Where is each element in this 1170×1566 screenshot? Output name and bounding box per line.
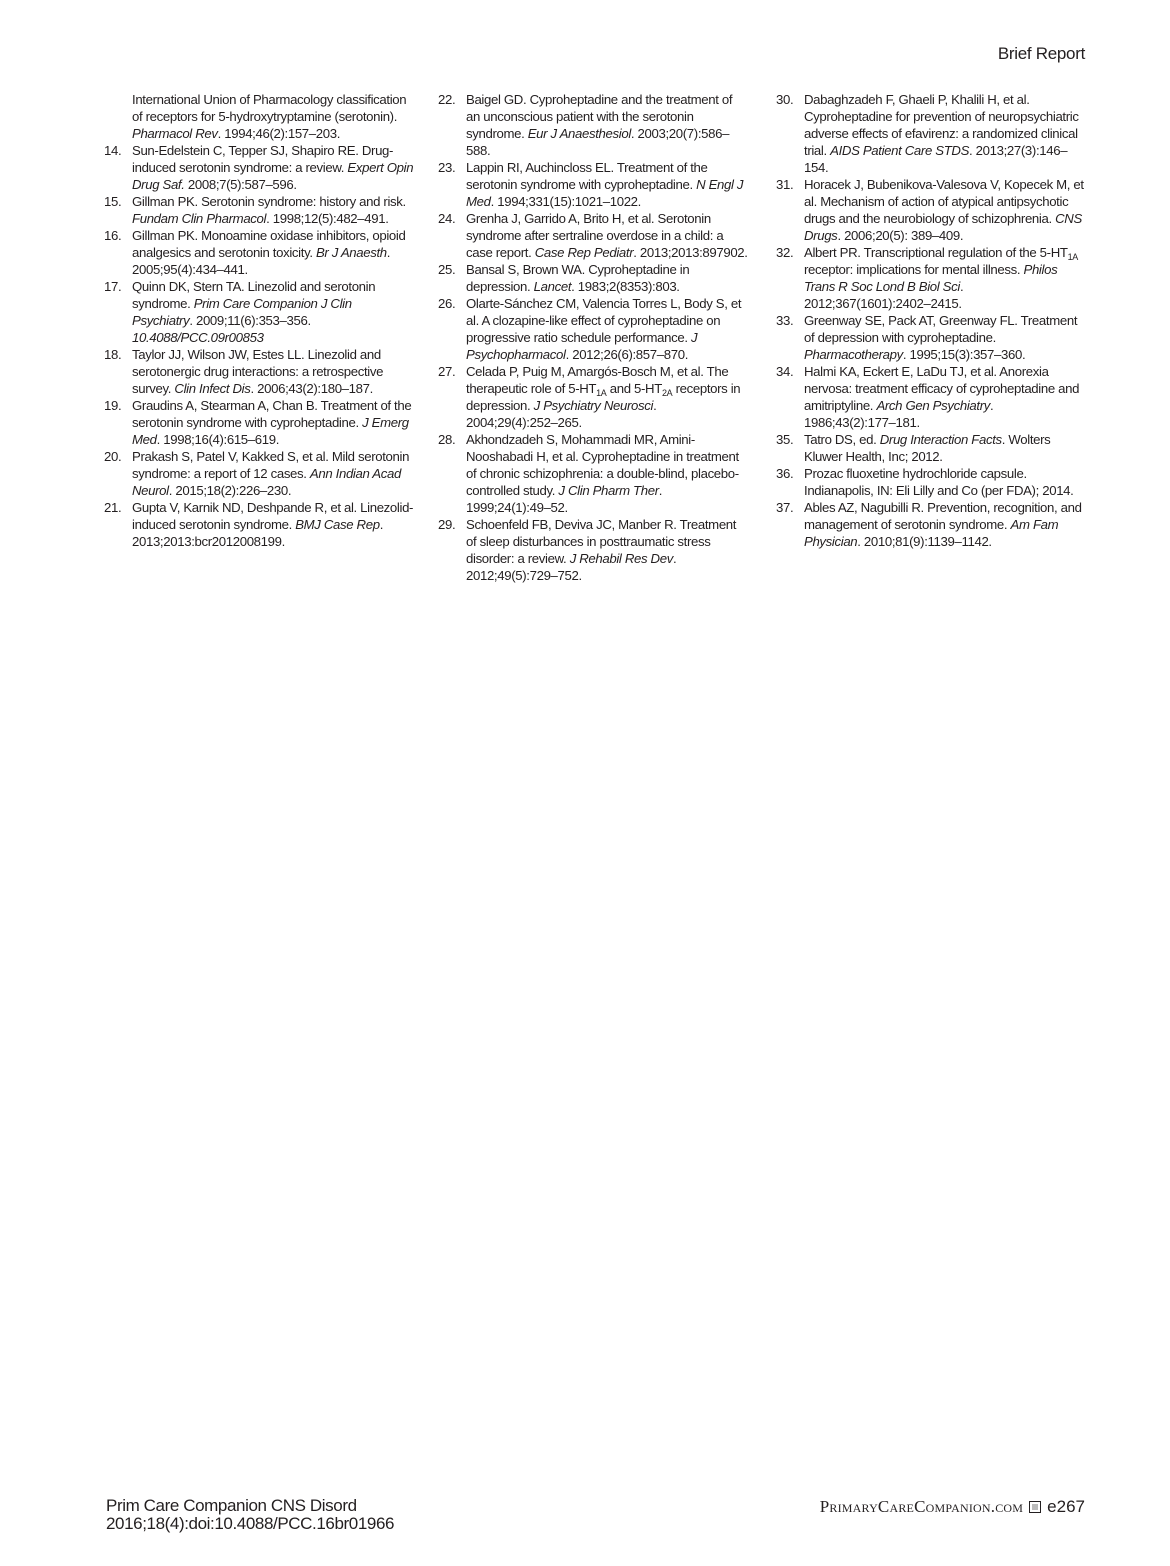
reference-segment: Quinn DK, Stern TA. Linezolid and serotonin syndrome. (132, 279, 376, 311)
reference-segment: . 2015;18(2):226–230. (168, 483, 292, 498)
reference-number: 20. (104, 449, 122, 464)
reference-segment: Albert PR. Transcriptional regulation of the 5-HT (804, 245, 1068, 260)
reference-item (776, 176, 1086, 244)
reference-number: 18. (104, 347, 122, 362)
reference-number: 22. (438, 92, 456, 107)
footer-journal: Prim Care Companion CNS Disord (106, 1496, 357, 1515)
footer-page-info (820, 1497, 1085, 1517)
journal-title: Eur J Anaesthesiol (527, 126, 631, 141)
reference-number: 21. (104, 500, 122, 515)
reference-number: 36. (776, 466, 794, 481)
reference-text (132, 194, 406, 226)
reference-segment: . 1994;331(15):1021–1022. (490, 194, 641, 209)
journal-title: AIDS Patient Care STDS (830, 143, 970, 158)
reference-item (776, 312, 1086, 363)
reference-segment: . 2003;20(7):586–588. (466, 126, 730, 158)
reference-item (104, 227, 414, 278)
reference-item (104, 278, 414, 346)
reference-text (804, 466, 1073, 498)
journal-title: Fundam Clin Pharmacol (132, 211, 267, 226)
reference-segment: Tatro DS, ed. (804, 432, 880, 447)
reference-number: 31. (776, 177, 794, 192)
reference-item (776, 91, 1086, 176)
reference-text (132, 449, 409, 498)
reference-item (438, 516, 748, 584)
references-column-2 (438, 91, 748, 584)
reference-text (466, 211, 748, 260)
subscript: 2A (661, 388, 673, 398)
reference-text (132, 92, 406, 141)
reference-text (804, 245, 1078, 311)
reference-text (804, 313, 1077, 362)
reference-item (776, 499, 1086, 550)
reference-segment: . 1986;43(2):177–181. (804, 398, 994, 430)
reference-text (466, 364, 740, 430)
reference-segment: Bansal S, Brown WA. Cyproheptadine in depression. (466, 262, 690, 294)
reference-text (804, 177, 1084, 243)
journal-title: Case Rep Pediatr (534, 245, 634, 260)
reference-item (438, 261, 748, 295)
reference-segment: Dabaghzadeh F, Ghaeli P, Khalili H, et al. Cyproheptadine for prevention of neuropsychiatric adverse effects of efavirenz: a randomized clinical trial. (804, 92, 1079, 158)
reference-item (438, 159, 748, 210)
reference-number: 19. (104, 398, 122, 413)
reference-segment: Graudins A, Stearman A, Chan B. Treatment of the serotonin syndrome with cyproheptadine. (132, 398, 412, 430)
reference-segment: Grenha J, Garrido A, Brito H, et al. Serotonin syndrome after sertraline overdose in a child: a case report. (466, 211, 724, 260)
reference-segment: . 2006;20(5): 389–409. (837, 228, 964, 243)
square-separator-icon (1029, 1501, 1041, 1513)
reference-segment: Akhondzadeh S, Mohammadi MR, Amini-Nooshabadi H, et al. Cyproheptadine in treatment of chronic schizophrenia: a double-blind, placebo-controlled study. (466, 432, 739, 498)
journal-title: Drug Interaction Facts (879, 432, 1002, 447)
journal-title: 10.4088/PCC.09r00853 (132, 330, 264, 345)
reference-number: 34. (776, 364, 794, 379)
reference-segment: Celada P, Puig M, Amargós-Bosch M, et al. The therapeutic role of 5-HT (466, 364, 729, 396)
reference-item (104, 91, 414, 142)
reference-segment: . 2013;2013:bcr2012008199. (132, 517, 384, 549)
reference-segment: Schoenfeld FB, Deviva JC, Manber R. Treatment of sleep disturbances in posttraumatic stress disorder: a review. (466, 517, 737, 566)
reference-number: 17. (104, 279, 122, 294)
journal-title: J Clin Pharm Ther (558, 483, 659, 498)
reference-number: 35. (776, 432, 794, 447)
reference-item (104, 448, 414, 499)
page-number: e267 (1047, 1497, 1085, 1516)
reference-text (466, 92, 732, 158)
reference-text (804, 92, 1079, 175)
reference-segment: Prakash S, Patel V, Kakked S, et al. Mild serotonin syndrome: a report of 12 cases. (132, 449, 410, 481)
reference-item (104, 142, 414, 193)
footer-citation (106, 1497, 394, 1533)
reference-segment: . 2006;43(2):180–187. (250, 381, 373, 396)
reference-number: 32. (776, 245, 794, 260)
reference-text (466, 262, 689, 294)
reference-text (132, 143, 413, 192)
references-column-1 (104, 91, 414, 550)
reference-segment: Baigel GD. Cyproheptadine and the treatment of an unconscious patient with the serotonin syndrome. (466, 92, 733, 141)
references-column-3 (776, 91, 1086, 550)
reference-number: 27. (438, 364, 456, 379)
reference-segment: Greenway SE, Pack AT, Greenway FL. Treatment of depression with cyproheptadine. (804, 313, 1078, 345)
reference-segment: . 1994;46(2):157–203. (217, 126, 341, 141)
journal-title: Expert Opin Drug Saf. (132, 160, 414, 192)
section-header: Brief Report (997, 44, 1085, 63)
reference-text (804, 432, 1050, 464)
reference-segment: . 2012;26(6):857–870. (565, 347, 689, 362)
subscript: 1A (1067, 252, 1078, 262)
reference-number: 29. (438, 517, 456, 532)
reference-number: 24. (438, 211, 456, 226)
reference-segment: . 1998;16(4):615–619. (156, 432, 280, 447)
reference-text (466, 432, 739, 515)
reference-segment: . 2013;27(3):146–154. (804, 143, 1068, 175)
reference-segment: Horacek J, Bubenikova-Valesova V, Kopecek M, et al. Mechanism of action of atypical antipsychotic drugs and the neurobiology of schizophrenia. (804, 177, 1084, 226)
reference-text (466, 160, 743, 209)
reference-item (438, 363, 748, 431)
reference-text (804, 364, 1079, 430)
journal-title: J Emerg Med (132, 415, 409, 447)
journal-title: Br J Anaesth (315, 245, 387, 260)
reference-number: 28. (438, 432, 456, 447)
reference-item (776, 431, 1086, 465)
reference-number: 23. (438, 160, 456, 175)
reference-segment: . 1995;15(3):357–360. (902, 347, 1026, 362)
reference-number: 16. (104, 228, 122, 243)
reference-segment: Prozac fluoxetine hydrochloride capsule. Indianapolis, IN: Eli Lilly and Co (per FDA); 2014. (804, 466, 1074, 498)
reference-number: 26. (438, 296, 456, 311)
reference-number: 25. (438, 262, 456, 277)
journal-title: Am Fam Physician (804, 517, 1059, 549)
reference-text (132, 398, 411, 447)
footer-doi: 2016;18(4):doi:10.4088/PCC.16br01966 (106, 1514, 395, 1533)
reference-text (132, 279, 375, 345)
reference-segment: Gillman PK. Monoamine oxidase inhibitors, opioid analgesics and serotonin toxicity. (132, 228, 406, 260)
reference-number: 37. (776, 500, 794, 515)
journal-title: J Psychopharmacol (466, 330, 698, 362)
reference-segment: Taylor JJ, Wilson JW, Estes LL. Linezolid and serotonergic drug interactions: a retrospective survey. (132, 347, 384, 396)
reference-item (104, 397, 414, 448)
reference-segment: . 2004;29(4):252–265. (466, 398, 657, 430)
reference-segment: . 2012;49(5):729–752. (466, 551, 677, 583)
reference-item (438, 91, 748, 159)
journal-title: Arch Gen Psychiatry (876, 398, 990, 413)
reference-segment: 2008;7(5):587–596. (184, 177, 297, 192)
journal-title: Philos Trans R Soc Lond B Biol Sci (804, 262, 1058, 294)
reference-item (438, 210, 748, 261)
reference-segment: Gillman PK. Serotonin syndrome: history and risk. (132, 194, 406, 209)
reference-number: 33. (776, 313, 794, 328)
reference-item (776, 465, 1086, 499)
reference-segment: Gupta V, Karnik ND, Deshpande R, et al. Linezolid-induced serotonin syndrome. (132, 500, 414, 532)
reference-segment: Lappin RI, Auchincloss EL. Treatment of the serotonin syndrome with cyproheptadine. (466, 160, 708, 192)
journal-title: N Engl J Med (466, 177, 744, 209)
reference-item (438, 431, 748, 516)
reference-segment: receptors in depression. (466, 381, 741, 413)
reference-segment: Olarte-Sánchez CM, Valencia Torres L, Body S, et al. A clozapine-like effect of cyproheptadine on progressive ratio schedule performance. (466, 296, 742, 345)
reference-segment: . 2009;11(6):353–356. (189, 313, 311, 328)
reference-segment: . 2013;2013:897902. (633, 245, 748, 260)
journal-title: Lancet (533, 279, 572, 294)
journal-title: CNS Drugs (804, 211, 1082, 243)
reference-segment: . 2005;95(4):434–441. (132, 245, 391, 277)
reference-segment: Halmi KA, Eckert E, LaDu TJ, et al. Anorexia nervosa: treatment efficacy of cyproheptadine and amitriptyline. (804, 364, 1080, 413)
reference-segment: and 5-HT (606, 381, 662, 396)
reference-text (132, 228, 405, 277)
journal-title: Prim Care Companion J Clin Psychiatry (132, 296, 352, 328)
journal-title: Pharmacotherapy (804, 347, 903, 362)
reference-segment: . 2012;367(1601):2402–2415. (804, 279, 964, 311)
reference-text (132, 347, 383, 396)
reference-text (132, 500, 413, 549)
reference-number: 14. (104, 143, 122, 158)
reference-segment: . 1999;24(1):49–52. (466, 483, 663, 515)
reference-item (104, 499, 414, 550)
footer-site: PrimaryCareCompanion.com (819, 1497, 1024, 1516)
reference-item (104, 346, 414, 397)
reference-segment: . 1998;12(5):482–491. (266, 211, 389, 226)
reference-segment: Ables AZ, Nagubilli R. Prevention, recognition, and management of serotonin syndrome. (804, 500, 1082, 532)
reference-item (776, 363, 1086, 431)
reference-segment: . 1983;2(8353):803. (571, 279, 680, 294)
subscript: 1A (596, 388, 607, 398)
reference-segment: Sun-Edelstein C, Tepper SJ, Shapiro RE. Drug-induced serotonin syndrome: a review. (132, 143, 394, 175)
reference-item (438, 295, 748, 363)
journal-title: Clin Infect Dis (174, 381, 251, 396)
reference-segment: . 2010;81(9):1139–1142. (857, 534, 992, 549)
journal-title: J Psychiatry Neurosci (533, 398, 654, 413)
reference-number: 15. (104, 194, 122, 209)
reference-item (776, 244, 1086, 312)
reference-segment: . Wolters Kluwer Health, Inc; 2012. (804, 432, 1051, 464)
reference-segment: receptor: implications for mental illness. (804, 262, 1024, 277)
journal-title: Ann Indian Acad Neurol (132, 466, 401, 498)
journal-title: J Rehabil Res Dev (569, 551, 673, 566)
journal-title: Pharmacol Rev (132, 126, 218, 141)
reference-item (104, 193, 414, 227)
journal-title: BMJ Case Rep (295, 517, 380, 532)
reference-text (466, 517, 736, 583)
reference-text (804, 500, 1082, 549)
reference-text (466, 296, 741, 362)
reference-number: 30. (776, 92, 794, 107)
reference-segment: International Union of Pharmacology classification of receptors for 5-hydroxytryptamine (serotonin). (132, 92, 407, 124)
